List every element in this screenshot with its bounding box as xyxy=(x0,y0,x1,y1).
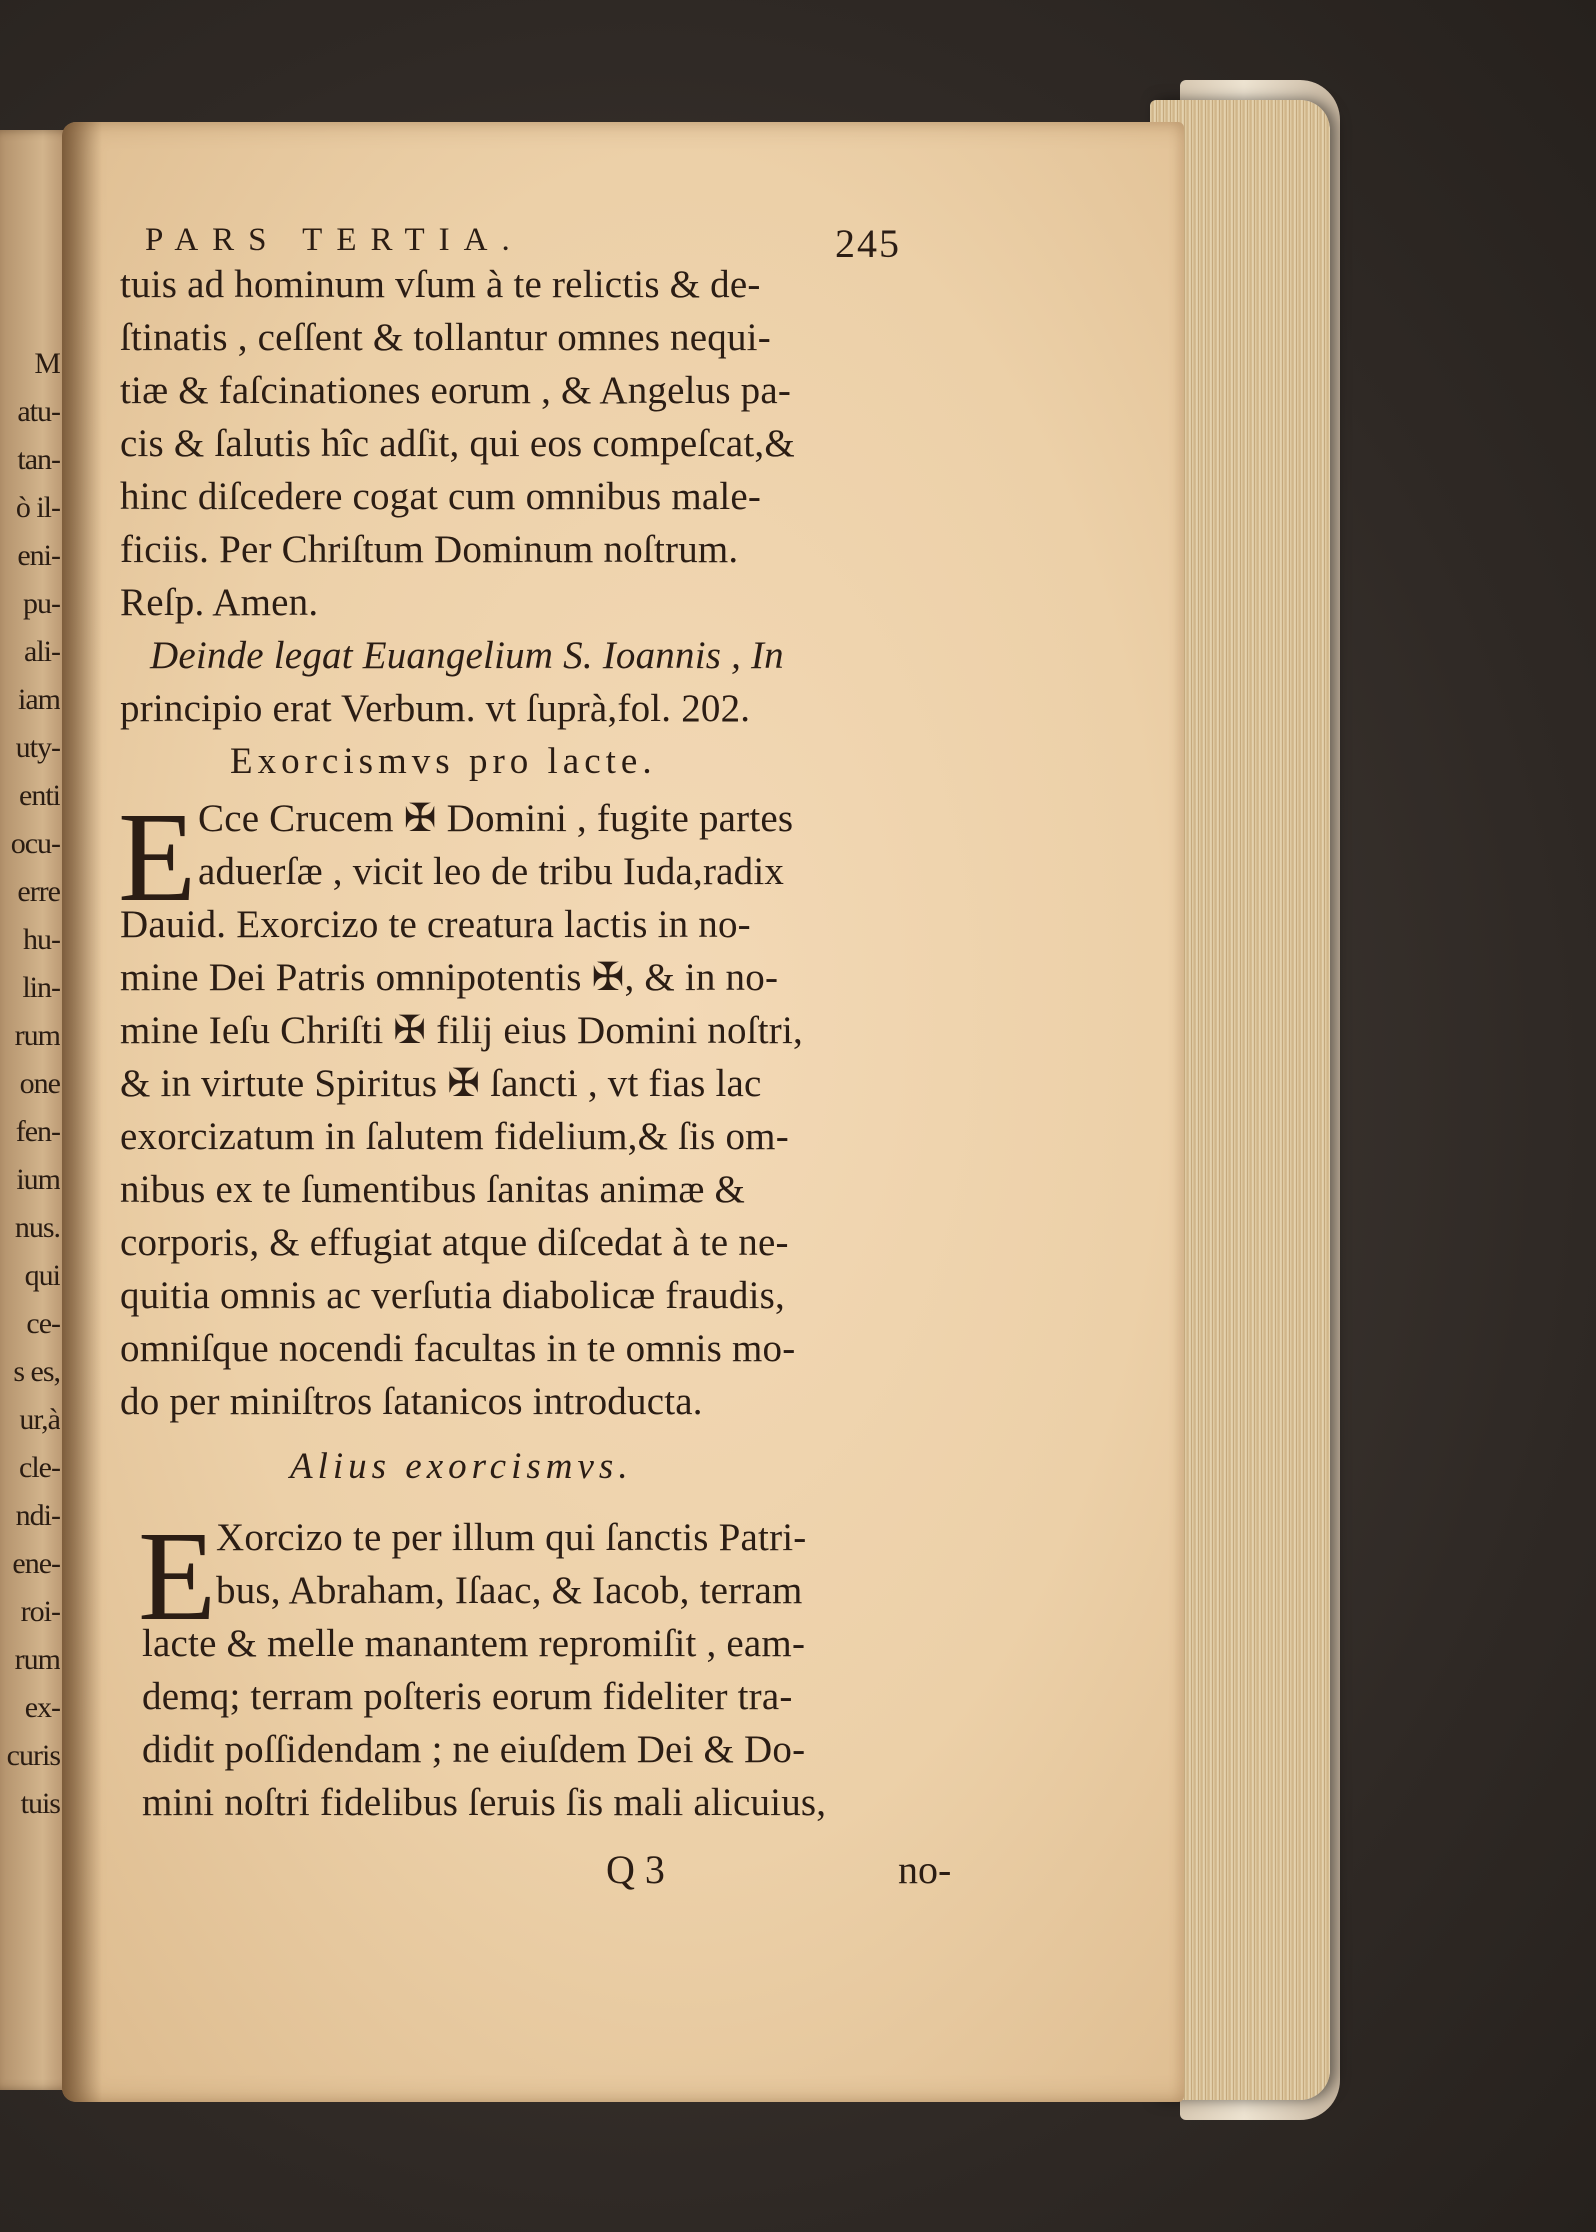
drop-capital: E xyxy=(118,786,197,928)
left-page-fragment: ex- xyxy=(24,1691,60,1724)
text-line: do per miniſtros ſatanicos introducta. xyxy=(120,1380,703,1423)
text-line: bus, Abraham, Iſaac, & Iacob, terram xyxy=(216,1569,803,1612)
text-line: aduerſæ , vicit leo de tribu Iuda,radix xyxy=(198,850,785,893)
text-line: lacte & melle manantem repromiſit , eam- xyxy=(142,1622,806,1665)
text-line: quitia omnis ac verſutia diabolicæ fraudis, xyxy=(120,1274,785,1317)
text-line: Reſp. Amen. xyxy=(120,581,319,624)
text-line: ſtinatis , ceſſent & tollantur omnes nequi- xyxy=(120,316,771,359)
left-page-fragment: pu- xyxy=(23,587,60,620)
text-line: Xorcizo te per illum qui ſanctis Patri- xyxy=(216,1516,807,1559)
page-number: 245 xyxy=(835,221,901,266)
left-page-fragment: hu- xyxy=(23,923,60,956)
left-page-fragment: ocu- xyxy=(10,827,60,860)
left-page-fragment: tan- xyxy=(17,443,60,476)
text-line: tuis ad hominum vſum à te relictis & de- xyxy=(120,263,761,306)
running-head-title: PARS TERTIA. xyxy=(145,222,524,258)
text-line: mini noſtri fidelibus ſeruis ſis mali alicuius, xyxy=(142,1781,827,1824)
text-line: corporis, & effugiat atque diſcedat à te ne- xyxy=(120,1221,789,1264)
left-page-fragment: roi- xyxy=(20,1595,60,1628)
signature-mark: Q 3 xyxy=(606,1847,665,1892)
text-line: mine Ieſu Chriſti ✠ filij eius Domini noſtri, xyxy=(120,1009,803,1052)
text-line: omniſque nocendi facultas in te omnis mo- xyxy=(120,1327,796,1370)
text-line: exorcizatum in ſalutem fidelium,& ſis om- xyxy=(120,1115,789,1158)
left-page-fragment: ndi- xyxy=(15,1499,60,1532)
left-page-fragment: ur,à xyxy=(19,1403,60,1436)
left-page-text xyxy=(0,340,60,1828)
text-line: didit poſſidendam ; ne eiuſdem Dei & Do- xyxy=(142,1728,806,1771)
left-page-fragment: uty- xyxy=(15,731,60,764)
drop-capital: E xyxy=(138,1505,217,1647)
left-page-fragment: ene- xyxy=(12,1547,60,1580)
left-page-fragment: ce- xyxy=(26,1307,60,1340)
left-page-fragment: ali- xyxy=(24,635,60,668)
left-page-fragment: rum xyxy=(14,1643,60,1676)
section-heading: Exorcismvs pro lacte. xyxy=(230,741,657,782)
text-line: tiæ & faſcinationes eorum , & Angelus pa- xyxy=(120,369,792,412)
running-head xyxy=(145,221,925,266)
left-page-fragment: one xyxy=(19,1067,60,1100)
left-page-fragment: iam xyxy=(18,683,60,716)
left-page-fragment: atu- xyxy=(17,395,60,428)
left-page-fragment: eni- xyxy=(17,539,60,572)
text-line: Dauid. Exorcizo te creatura lactis in no- xyxy=(120,903,751,946)
section-heading: Alius exorcismvs. xyxy=(290,1446,633,1487)
gutter-shadow xyxy=(62,122,102,2102)
catchword: no- xyxy=(898,1847,952,1892)
left-page-fragment: curis xyxy=(6,1739,60,1772)
left-page-fragment: lin- xyxy=(22,971,60,1004)
left-page-fragment: rum xyxy=(14,1019,60,1052)
rubric-line: Deinde legat Euangelium S. Ioannis , In xyxy=(150,634,784,677)
left-page-fragment: M xyxy=(34,347,60,380)
text-line: demq; terram poſteris eorum fideliter tra- xyxy=(142,1675,793,1718)
left-page-fragment: cle- xyxy=(19,1451,60,1484)
text-line: nibus ex te ſumentibus ſanitas animæ & xyxy=(120,1168,746,1211)
text-line: & in virtute Spiritus ✠ ſancti , vt fias lac xyxy=(120,1062,762,1105)
text-line: cis & ſalutis hîc adſit, qui eos compeſcat,& xyxy=(120,422,795,465)
left-page-fragment: ò il- xyxy=(15,491,60,524)
left-page-fragment: erre xyxy=(17,875,60,908)
text-line: Cce Crucem ✠ Domini , fugite partes xyxy=(198,797,794,840)
rubric-line: principio erat Verbum. vt ſuprà,fol. 202. xyxy=(120,687,751,730)
text-line: mine Dei Patris omnipotentis ✠, & in no- xyxy=(120,956,779,999)
text-line: hinc diſcedere cogat cum omnibus male- xyxy=(120,475,762,518)
left-page-fragment: s es, xyxy=(13,1355,60,1388)
left-page-fragment: tuis xyxy=(20,1787,60,1820)
left-page-fragment: fen- xyxy=(15,1115,60,1148)
text-line: ficiis. Per Chriſtum Dominum noſtrum. xyxy=(120,528,739,571)
left-page-fragment: enti xyxy=(19,779,60,812)
left-page-fragment: nus. xyxy=(14,1211,60,1244)
left-page-fragment: ium xyxy=(16,1163,60,1196)
left-page-fragment: qui xyxy=(24,1259,60,1292)
